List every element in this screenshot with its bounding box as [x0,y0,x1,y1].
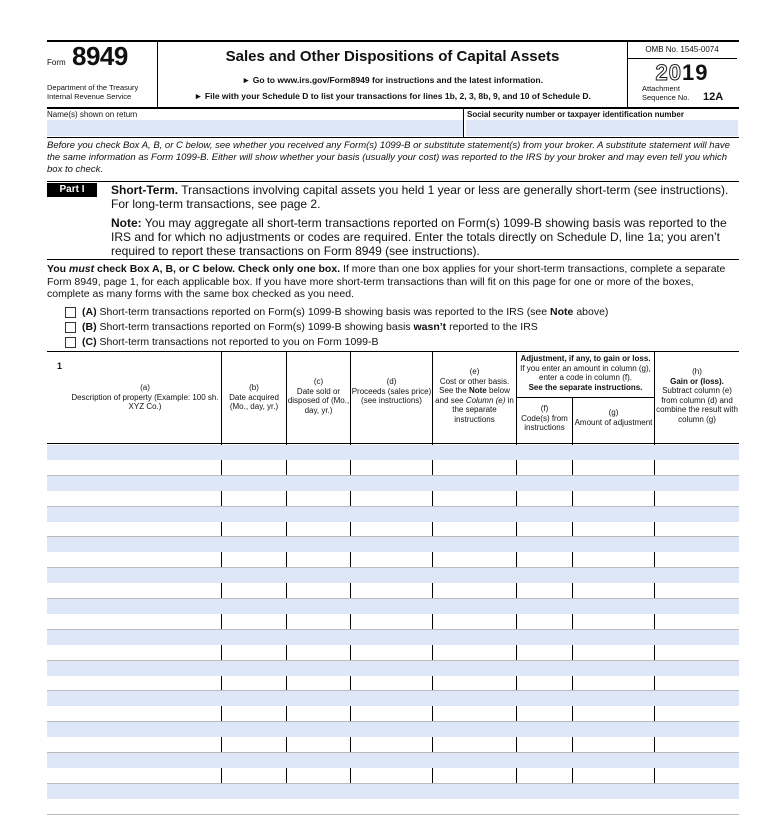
col-b-letter: (b) [249,383,259,392]
adjustment-header [517,354,654,392]
table-row[interactable] [47,722,739,737]
line-number: 1 [57,361,63,371]
col-e-text [433,377,516,425]
note-text: You may aggregate all short-term transactions reported on Form(s) 1099-B showing basis was reported to the IRS and for which no adjustments or codes are required. Enter the totals directly on Schedule D, line 1a; you aren’t required to report these transactions on Form 8949 (see instructions). [111,216,727,258]
col-b-text: Date acquired (Mo., day, yr.) [229,392,279,411]
col-h-text: Subtract column (e) from column (d) and combine the result with column (g) [656,386,738,424]
table-row[interactable] [47,784,739,799]
col-c-letter: (c) [313,377,324,386]
col-e-pre: Cost or other basis. See the [439,376,510,395]
tax-year [627,60,737,86]
col-g-text: Amount of adjustment [574,417,653,427]
col-d-text: Proceeds (sales price) (see instructions) [351,386,432,405]
table-header-bottom-rule [47,443,739,444]
checkbox-row-a[interactable] [65,306,608,318]
checkbox-a-label [82,306,608,318]
part-top-rule [47,181,739,182]
col-d-letter: (d) [386,377,397,386]
checkbox-c[interactable] [65,337,76,348]
col-d-header [351,377,432,406]
attachment-line-2: Sequence No. [642,92,690,102]
col-c-text: Date sold or disposed of (Mo., day, yr.) [287,386,350,415]
must-you: You [47,263,67,275]
name-input[interactable] [47,120,463,136]
table-row[interactable] [47,445,739,460]
col-c-header [287,377,350,415]
col-a-letter: (a) [140,383,150,392]
note-label: Note: [111,216,142,230]
col-a-text: Description of property (Example: 100 sh. XYZ Co.) [71,392,219,411]
col-f-text: Code(s) from instructions [521,413,568,432]
checkbox-a-post: above) [576,306,609,318]
header-bottom-rule [47,107,739,109]
name-ssn-divider [463,109,464,137]
form-word: Form [47,58,66,67]
col-e-header [433,367,516,424]
form-number: 8949 [72,41,128,71]
ssn-label: Social security number or taxpayer identification number [467,110,684,119]
part-heading: Short-Term. [111,183,179,197]
must-check-instructions [47,263,739,301]
form-title: Sales and Other Dispositions of Capital Assets [225,48,560,65]
table-row[interactable] [47,476,739,491]
attachment-label [642,85,690,102]
dept-line-2: Internal Revenue Service [47,92,132,101]
checkbox-c-text: Short-term transactions not reported to you on Form 1099-B [99,336,379,348]
must-rest-bold: check Box A, B, or C below. Check only one box. [97,263,341,275]
table-row[interactable] [47,691,739,706]
table-row[interactable] [47,599,739,614]
checkbox-b-text: Short-term transactions reported on Form(s) 1099-B showing basis [99,321,411,333]
col-g-letter: (g) [608,408,619,417]
checkbox-c-label [82,336,378,348]
table-top-rule [47,351,739,352]
ssn-input[interactable] [466,120,738,136]
table-row[interactable] [47,630,739,645]
intro-instructions: Before you check Box A, B, or C below, see whether you received any Form(s) 1099-B or substitute statement(s) from your broker. A substitute statement will have the same information as Form 1099-B. Either will show whether your basis (usually your cost) was reported to the IRS by your broker and may even tell you which box to check. [47,140,730,175]
adjustment-sub2: See the separate instructions. [528,382,643,392]
must-word: must [68,263,95,275]
col-b-header [222,383,286,412]
checkbox-row-c[interactable] [65,336,378,348]
col-h-letter: (h) [692,367,702,376]
year-bold: 19 [682,60,709,85]
part-heading-text [111,183,735,211]
must-rest: If more than one box applies for your short-term transactions, complete a separate Form 8949, page 1, for each applicable box. If you have more short-term transactions than will fit on this page for one or more of the boxes, complete as many forms with the same box checked as you need. [47,263,726,300]
name-bottom-rule [47,137,739,138]
table-row[interactable] [47,507,739,522]
table-row[interactable] [47,661,739,676]
checkbox-row-b[interactable] [65,321,538,333]
checkbox-a-bold: Note [550,306,574,318]
part-bottom-rule [47,259,739,260]
department-label [47,83,138,101]
checkbox-b-post: reported to the IRS [449,321,538,333]
adjustment-sub1: If you enter an amount in column (g), enter a code in column (f). [520,363,651,382]
col-g-header [573,408,654,427]
checkbox-b-letter: (B) [82,321,97,333]
name-label: Name(s) shown on return [47,110,138,119]
table-row[interactable] [47,568,739,583]
adjustment-rule [517,397,654,398]
dept-line-1: Department of the Treasury [47,83,139,92]
goto-instructions: ► Go to www.irs.gov/Form8949 for instructions and the latest information. [242,75,543,85]
col-e-bold: Note [468,386,487,395]
checkbox-a[interactable] [65,307,76,318]
col-e-post: in the separate instructions [452,395,514,424]
table-row[interactable] [47,537,739,552]
col-f-letter: (f) [540,404,549,413]
top-rule [47,40,739,42]
part-badge: Part I [47,183,97,197]
checkbox-a-text: Short-term transactions reported on Form(s) 1099-B showing basis was reported to the IRS (see [99,306,548,318]
checkbox-b-bold: wasn’t [413,321,447,333]
col-h-title: Gain or (loss). [670,376,724,386]
part-heading-desc: Transactions involving capital assets you held 1 year or less are generally short-term (see instructions). For long-term transactions, see page 2. [111,183,729,211]
file-with-instructions: ► File with your Schedule D to list your transactions for lines 1b, 2, 3, 8b, 9, and 10 of Schedule D. [194,91,591,101]
col-h-header [655,367,739,424]
sequence-number: 12A [703,91,724,103]
attachment-line-1: Attachment [642,84,680,93]
col-e-letter: (e) [469,367,480,376]
checkbox-b[interactable] [65,322,76,333]
col-e-mid: below and see [435,386,510,405]
col-a-header [70,383,220,412]
col-f-header [517,404,572,433]
part-note [111,216,735,258]
checkbox-a-letter: (A) [82,306,97,318]
checkbox-c-letter: (C) [82,336,97,348]
checkbox-b-label [82,321,538,333]
table-row[interactable] [47,753,739,768]
adjustment-heading: Adjustment, if any, to gain or loss. [520,354,651,363]
col-e-italic: Column (e) [465,395,506,405]
omb-number: OMB No. 1545-0074 [645,45,719,54]
year-outline: 20 [655,60,682,85]
omb-rule [628,58,737,59]
